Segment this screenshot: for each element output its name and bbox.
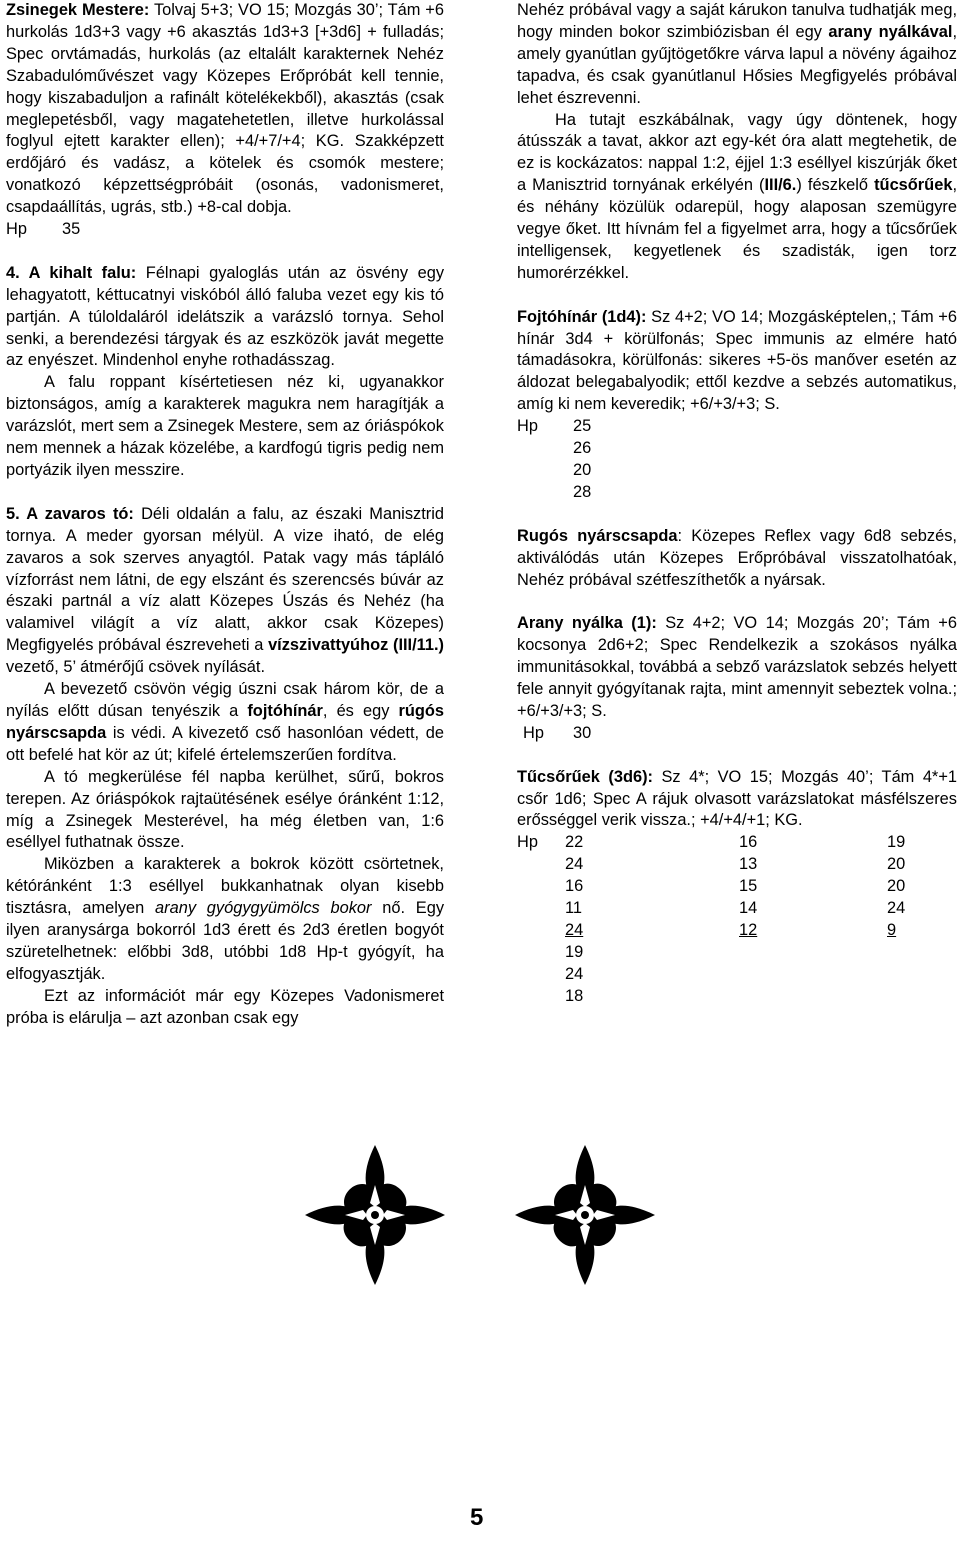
page-number: 5 (470, 1504, 484, 1531)
stat-block-nyarscsapda: Rugós nyárscsapda: Közepes Reflex vagy 6d8 sebzés, aktiválódás után Közepes Erőpróbával visszatolhatóak, Nehéz próbával szétfeszíthetők a nyársak. (517, 526, 957, 589)
section-5-paragraph: 5. A zavaros tó: Déli oldalán a falu, az északi Manisztrid tornya. A meder gyorsan mélyül. A vize iható, de elég zavaros a sok szerves anyagtól. Patak vagy más tápláló vízforrást nem látni, de egy elszánt és szerencsés búvár az északi partnál a víz alatt Közepes Úszás és Nehéz (ha valamivel világít a víz alatt, akkor csak Közepes) Megfigyelés próbával észreveheti a vízszivattyúhoz (III/11.) vezető, 5’ átmérőjű csövek nyílását. (6, 504, 444, 677)
hp-row: Hp 25 (517, 417, 592, 436)
stat-name: Tűcsőrűek (3d6): (517, 767, 653, 786)
left-column (6, 0, 444, 1030)
table-row: 16 15 20 (565, 877, 906, 896)
table-row: Hp 22 16 19 (517, 833, 906, 852)
stat-name: Fojtóhínár (1d4): (517, 307, 647, 326)
hp-table (517, 832, 957, 1007)
stat-block-tucsoruek: Tűcsőrűek (3d6): Sz 4*; VO 15; Mozgás 40’; Tám 4*+1 csőr 1d6; Spec A rájuk olvasott varázslatokat másfélszeres erősséggel verik vissza.; +4/+4/+1; KG. (517, 767, 958, 830)
section-5-paragraph-5: Ezt az információt már egy Közepes Vadonismeret próba is elárulja – azt azonban csak egy (6, 986, 444, 1027)
section-5-paragraph-2: A bevezető csövön végig úszni csak három kör, de a nyílás előtt dúsan tenyészik a fojtóhínár, és egy rúgós nyárscsapda is védi. A kivezető cső hasonlóan védett, de ott befelé hat kör az út; kifelé értelemszerűen fordítva. (6, 680, 445, 764)
section-4-paragraph-2: A falu roppant kísértetiesen néz ki, ugyanakkor biztonságos, amíg a karakterek magukra nem haragítják a varázslót, mert sem a Zsinegek Mestere, sem az óriáspókok nem mennek a házak közelébe, a kardfogú tigris pedig nem portyázik ilyen messzire. (6, 373, 444, 480)
hp-row (6, 219, 444, 241)
table-row: 18 (565, 986, 584, 1005)
four-petal-cross-ornament-icon (300, 1140, 450, 1290)
stat-block-arany-nyalka: Arany nyálka (1): Sz 4+2; VO 14; Mozgás 20’; Tám +6 kocsonya 2d6+2; Spec Rendelkezik a szokásos nyálka immunitásokkal, továbbá a sebző varázslatok sebzés helyett fele annyit gyógyítanak rajta, mint amennyit sebeztek volna.; +6/+3/+3; S. (517, 614, 957, 720)
stat-block-fojtohinar: Fojtóhínár (1d4): Sz 4+2; VO 14; Mozgásképtelen,; Tám +6 hínár 3d4 + körülfonás; Spec immunis az elmére ható támadásokra, körülfonás: sikeres +5-ös manőver esetén az áldozat belegabalyodik; ettől kezdve a sebzés automatikus, amíg ki nem keveredik; +6/+3/+3; S. (517, 307, 957, 414)
table-row: 11 14 24 (565, 899, 906, 918)
table-row: 24 12 9 (565, 921, 897, 939)
hp-row: 20 (573, 461, 592, 480)
hp-row: Hp 30 (523, 723, 592, 742)
table-row: 24 13 20 (565, 855, 906, 874)
hp-label: Hp (6, 220, 27, 239)
ornament-row (300, 1140, 660, 1290)
stat-text: Tolvaj 5+3; VO 15; Mozgás 30’; Tám +6 hurkolás 1d3+3 vagy +6 akasztás 1d3+3 [+3d6] + fulladás; Spec orvtámadás, hurkolás (az eltalált karakternek Nehéz Szabadulóművészet vagy Közepes Erőpróbát kell tennie, hogy kiszabaduljon a rafinált kötelékekből), akasztás (csak meglepetésből, vagy magatehetetlen, illetve hurkolással foglyul ejtett karakter ellen); +4/+7/+4; KG. Szakképzett erdőjáró és vadász, a kötelek és csomók mestere; vonatkozó képzettségpróbáit (osonás, vadonismeret, csapdaállítás, ugrás, stb.) +8-cal dobja. (6, 1, 444, 217)
stat-block-zsinegek-mestere (6, 0, 444, 219)
hp-row: 26 (573, 439, 592, 458)
section-5-heading: 5. A zavaros tó: (6, 504, 134, 523)
table-row: 19 (565, 942, 584, 961)
right-column (517, 0, 957, 1008)
hp-value: 35 (62, 220, 81, 239)
section-5-paragraph-4: Miközben a karakterek a bokrok között csörtetnek, kétóránként 1:3 eséllyel bukkanhatnak olyan kisebb tisztásra, amelyen arany gyógygyümölcs bokor nő. Egy ilyen aranysárga bokorról 1d3 érett és 2d3 éretlen bogyót szüretelhetnek: előbbi 3d8, utóbbi 1d8 Hp-t gyógyít, ha elfogyasztják. (6, 855, 445, 983)
four-petal-cross-ornament-icon (510, 1140, 660, 1290)
section-4-paragraph: 4. A kihalt falu: Félnapi gyaloglás után az ösvény egy lehagyatott, kéttucatnyi viskóból álló faluba vezet egy kis tó partján. A túloldaláról idelátszik a varázsló tornya. Sehol senki, a berendezési tárgyak és az eszközök javát megette az enyészet. Mindenhol enyhe rothadásszag. (6, 263, 445, 370)
table-row: 24 (565, 964, 584, 983)
stat-name: Rugós nyárscsapda (517, 526, 678, 545)
section-4-heading: 4. A kihalt falu: (6, 263, 137, 282)
stat-name: Arany nyálka (1): (517, 614, 657, 633)
hp-row: 28 (573, 482, 592, 501)
tutaj-paragraph: Ha tutajt eszkábálnak, vagy úgy döntenek, hogy átússzák a tavat, akkor azt egy-két óra alatt megtehetik, de ez is kockázatos: nappal 1:2, éjjel 1:3 eséllyel kiszúrják őket a Manisztrid tornyának erkélyén (III/6.) fészkelő tűcsőrűek, és néhány közülük odarepül, hogy alaposan szemügyre vegye őket. Itt hívnám fel a figyelmet arra, hogy a tűcsőrűek intelligensek, kegyetlenek és szadisták, igen torz humorérzékkel. (517, 110, 957, 282)
continuation-paragraph: Nehéz próbával vagy a saját kárukon tanulva tudhatják meg, hogy minden bokor szimbiózisban él egy arany nyálkával, amely gyanútlan gyűjtögetőkre várva lapul a növény ágaihoz tapadva, és csak gyanútlanul Hősies Megfigyelés próbával lehet észrevenni. (517, 1, 957, 107)
section-5-paragraph-3: A tó megkerülése fél napba kerülhet, sűrű, bokros terepen. Az óriáspókok rajtaütésének esélye óránként 1:12, míg a Zsinegek Mesterével, ha még életben van, 1:6 eséllyel futhatnak össze. (6, 767, 444, 852)
stat-name: Zsinegek Mestere: (6, 1, 150, 19)
